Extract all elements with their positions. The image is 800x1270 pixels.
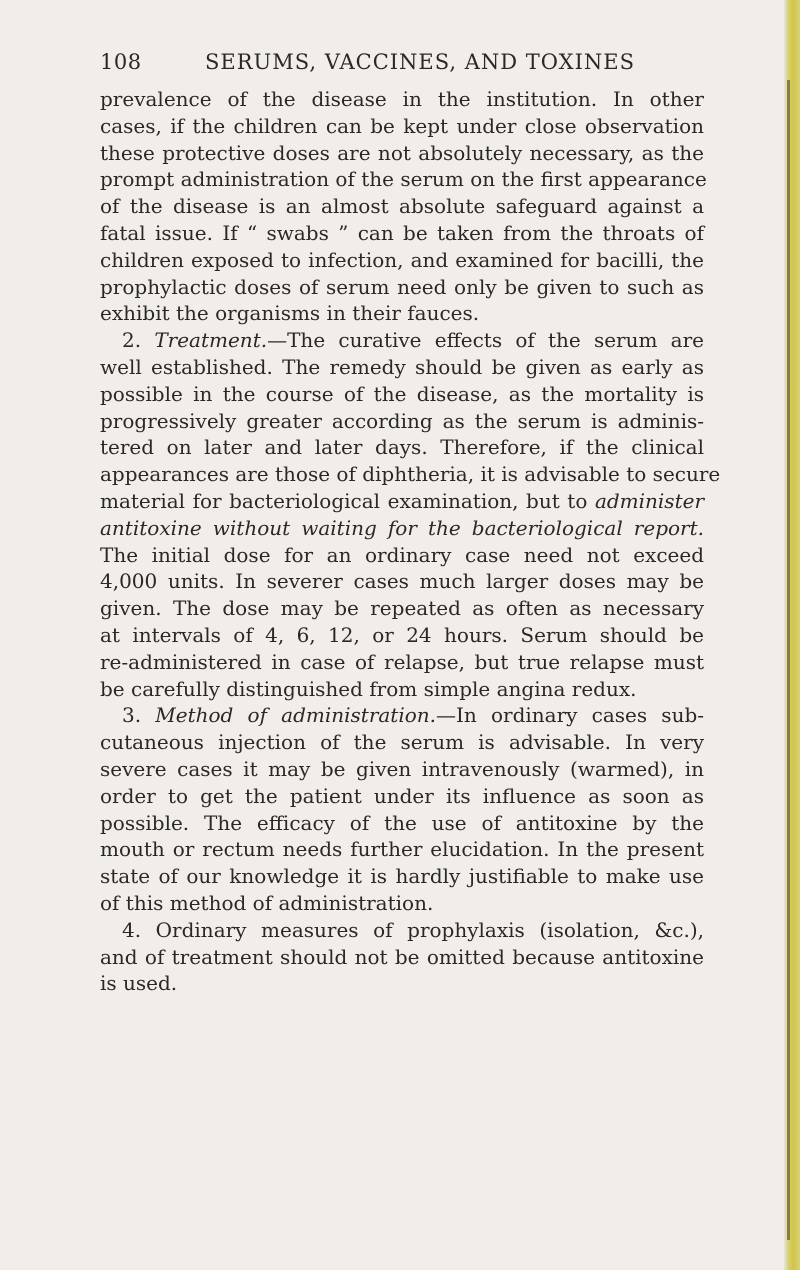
em-dash-lead: — <box>436 703 457 728</box>
text-line: progressively greater according as the serum is adminis- <box>100 408 704 433</box>
section-3-first-line <box>100 702 704 729</box>
italic-fragment: administer <box>594 488 704 513</box>
text-line: prompt administration of the serum on the first appearance <box>100 167 707 192</box>
text-line: possible in the course of the disease, as the mortality is <box>100 381 704 406</box>
page-header <box>100 50 700 84</box>
text-line: re-administered in case of relapse, but true relapse must <box>100 649 704 674</box>
text-line: given. The dose may be repeated as often as necessary <box>100 596 704 621</box>
section-2-first-line <box>100 327 704 354</box>
text-line: possible. The efficacy of the use of antitoxine by the <box>100 810 704 835</box>
text-line: cases, if the children can be kept under close observation <box>100 113 704 138</box>
text-line: be carefully distinguished from simple angina redux. <box>100 676 637 701</box>
text-line: these protective doses are not absolutely necessary, as the <box>100 140 704 165</box>
text-line: exhibit the organisms in their fauces. <box>100 301 480 326</box>
text-line: cutaneous injection of the serum is advisable. In very <box>100 730 704 755</box>
text-line: 4. Ordinary measures of prophylaxis (isolation, &c.), <box>122 917 704 942</box>
text-fragment: In ordinary cases sub- <box>456 703 705 728</box>
text-fragment: material for bacteriological examination, but to <box>100 488 588 513</box>
text-line: well established. The remedy should be given as early as <box>100 354 704 379</box>
section-number: 2. <box>122 328 142 353</box>
section-heading-treatment: Treatment. <box>154 328 268 353</box>
text-line: of this method of administration. <box>100 890 434 915</box>
text-line: severe cases it may be given intravenously (warmed), in <box>100 756 704 781</box>
text-line: tered on later and later days. Therefore, if the clinical <box>100 435 704 460</box>
text-line: of the disease is an almost absolute safeguard against a <box>100 194 704 219</box>
text-line: 4,000 units. In severer cases much larger doses may be <box>100 569 704 594</box>
text-line: is used. <box>100 971 178 996</box>
text-line: appearances are those of diphtheria, it is advisable to secure <box>100 462 721 487</box>
text-line: children exposed to infection, and examined for bacilli, the <box>100 247 704 272</box>
text-line: order to get the patient under its influence as soon as <box>100 783 704 808</box>
text-line: prophylactic doses of serum need only be given to such as <box>100 274 704 299</box>
text-line: and of treatment should not be omitted because antitoxine <box>100 944 704 969</box>
mixed-line <box>100 488 704 515</box>
text-line: state of our knowledge it is hardly justifiable to make use <box>100 864 704 889</box>
text-line: at intervals of 4, 6, 12, or 24 hours. Serum should be <box>100 622 704 647</box>
binding-shadow <box>787 80 790 1240</box>
text-line: mouth or rectum needs further elucidation. In the present <box>100 837 704 862</box>
body-text <box>100 86 721 997</box>
text-line: prevalence of the disease in the institution. In other <box>100 87 704 111</box>
running-title: SERUMS, VACCINES, AND TOXINES <box>205 50 635 74</box>
italic-line: antitoxine without waiting for the bacteriological report. <box>100 515 704 540</box>
text-line: The initial dose for an ordinary case need not exceed <box>100 542 704 567</box>
em-dash-lead: —The <box>267 328 326 353</box>
page-number: 108 <box>100 50 142 74</box>
section-heading-method: Method of administration. <box>155 703 437 728</box>
section-number: 3. <box>122 703 142 728</box>
text-fragment: curative effects of the serum are <box>338 328 704 353</box>
text-line: fatal issue. If “ swabs ” can be taken from the throats of <box>100 220 704 245</box>
